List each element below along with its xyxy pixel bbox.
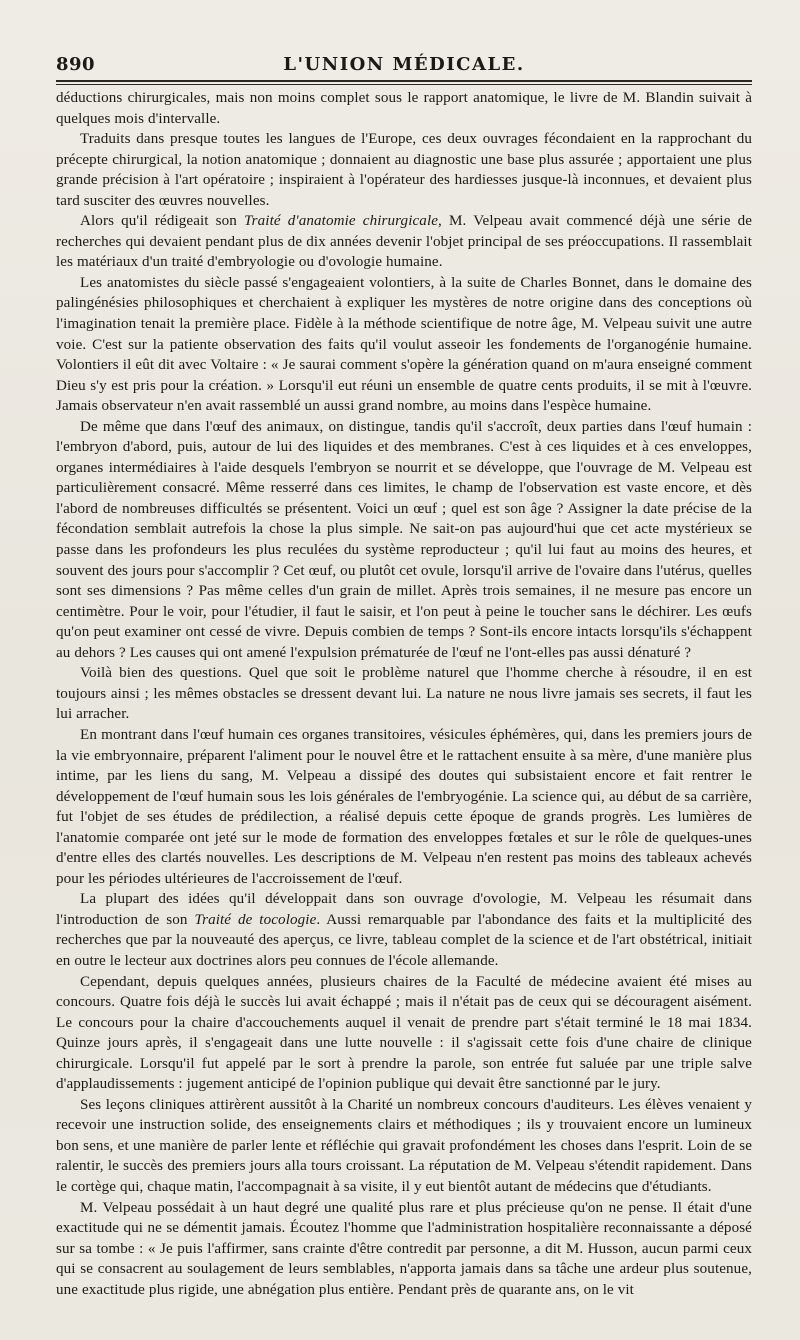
paragraph-1: déductions chirurgicales, mais non moins complet sous le rapport anatomique, le livre de M. Blandin suivait à quelques mois d'intervalle. [56, 90, 752, 127]
paragraph-2: Traduits dans presque toutes les langues de l'Europe, ces deux ouvrages fécondaient en la rapprochant du précepte chirurgical, la notion anatomique ; donnaient au diagnostic une base plus assurée ; apportaient une plus grande précision à l'art opératoire ; inspiraient à l'opérateur des hardiesses jusque-là inconnues, et devaient plus tard susciter des œuvres nouvelles. [56, 131, 752, 209]
paragraph-8-end: . Aussi remarquable par l'abondance des faits et la multiplicité des recherches que par la nouveauté des aperçus, ce livre, tableau complet de la science et de l'art obstétrical, initiait en outre le lecteur aux doctrines alors peu connues de l'école allemande. [56, 911, 752, 969]
paragraph-3 [56, 211, 752, 273]
paragraph-3-end: , M. Velpeau avait commencé déjà une série de recherches qui devaient pendant plus de dix années devenir l'objet principal de ses préoccupations. Il rassemblait les matériaux d'un traité d'embryologie ou d'ovologie humaine. [56, 213, 753, 271]
paragraph-3-start: Alors qu'il rédigeait son [80, 213, 245, 230]
book-title-anatomie: Traité d'anatomie chirurgicale [244, 213, 439, 230]
paragraph-9: Cependant, depuis quelques années, plusieurs chaires de la Faculté de médecine avaient été mises au concours. Quatre fois déjà le succès lui avait échappé ; mais il n'était pas de ceux qui se découragent aisément. Le concours pour la chaire d'accouchements auquel il venait de prendre part s'était terminé le 18 mai 1834. Quinze jours après, il s'engageait dans une lutte nouvelle : il s'agissait cette fois d'une chaire de clinique chirurgicale. Lorsqu'il fut appelé par le sort à prendre la parole, son entrée fut saluée par une triple salve d'applaudissements : jugement anticipé de l'opinion publique qui devait être sanctionné par le jury. [56, 973, 752, 1093]
paragraph-10: Ses leçons cliniques attirèrent aussitôt à la Charité un nombreux concours d'auditeurs. Les élèves venaient y recevoir une instruction solide, des enseignements clairs et méthodiques ; ils y trouvaient encore un lumineux bon sens, et une manière de parler lente et réfléchie qui gravait profondément les choses dans l'esprit. Loin de se ralentir, le succès des premiers jours alla tours croissant. La réputation de M. Velpeau s'étendit rapidement. Dans le cortège qui, chaque matin, l'accompagnait à sa visite, il y eut bientôt autant de médecins que d'étudiants. [56, 1096, 752, 1195]
paragraph-5: De même que dans l'œuf des animaux, on distingue, tandis qu'il s'accroît, deux parties dans l'œuf humain : l'embryon d'abord, puis, autour de lui des liquides et des membranes. C'est à ces liquides et à ces enveloppes, organes intermédiaires à l'aide desquels l'embryon se nourrit et se développe, que l'ouvrage de M. Velpeau est particulièrement consacré. Même resserré dans ces limites, le champ de l'observation est vaste encore, et dès l'abord de nombreuses difficultés se présentent. Voici un œuf ; quel est son âge ? Assigner la date précise de la fécondation semblait autrefois la chose la plus simple. Ne sait-on pas aujourd'hui que cet acte mystérieux se passe dans les profondeurs les plus reculées du système reproducteur ; qu'il lui faut au moins des heures, et souvent des jours pour s'accomplir ? Cet œuf, ou plutôt cet ovule, lorsqu'il arrive de l'ovaire dans l'utérus, quelles sont ses dimensions ? Pas même celles d'un grain de millet. Après trois semaines, il ne mesure pas encore un centimètre. Pour le voir, pour l'étudier, il faut le saisir, et l'on peut à peine le toucher sans le déchirer. Les œufs qu'on peut examiner ont cessé de vivre. Depuis combien de temps ? Sont-ils encore intacts lorsqu'ils s'échappent au dehors ? Les causes qui ont amené l'expulsion prématurée de l'œuf ne l'ont-elles pas aussi dénaturé ? [56, 418, 752, 661]
book-title-tocologie: Traité de tocologie [194, 911, 317, 928]
paragraph-11: M. Velpeau possédait à un haut degré une qualité plus rare et plus précieuse qu'on ne pense. Il était d'une exactitude qui ne se démentit jamais. Écoutez l'homme que l'administration hospitalière reconnaissante a déposé sur sa tombe : « Je puis l'affirmer, sans crainte d'être contredit par personne, a dit M. Husson, aucun parmi ceux qui se consacrent au soulagement de leurs semblables, n'apporta jamais dans sa tâche une ardeur plus soutenue, une exactitude plus rigide, une abnégation plus entière. Pendant près de quarante ans, on le vit [56, 1199, 752, 1298]
header-rule [56, 80, 752, 82]
paragraph-4: Les anatomistes du siècle passé s'engageaient volontiers, à la suite de Charles Bonnet, dans le domaine des palingénésies philosophiques et cherchaient à expliquer les mystères de notre origine dans des conceptions où l'imagination tenait la première place. Fidèle à la méthode scientifique de notre âge, M. Velpeau suivit une autre voie. C'est sur la patiente observation des faits qu'il voulut asseoir les fondements de l'organogénie humaine. Volontiers il eût dit avec Voltaire : « Je saurai comment s'opère la génération quand on m'aura enseigné comment Dieu s'y est pris pour la création. » Lorsqu'il eut réuni un ensemble de quatre cents produits, il se mit à l'œuvre. Jamais observateur n'en avait rassemblé un aussi grand nombre, au moins dans l'espèce humaine. [56, 274, 752, 415]
header-rule-thin [56, 84, 752, 85]
paragraph-7: En montrant dans l'œuf humain ces organes transitoires, vésicules éphémères, qui, dans les premiers jours de la vie embryonnaire, préparent l'aliment pour le nouvel être et le rattachent ensuite à sa mère, d'une manière plus intime, par les liens du sang, M. Velpeau a dissipé des doutes qui subsistaient encore et fait rentrer le développement de l'œuf humain sous les lois générales de l'embryogénie. La science qui, au début de sa carrière, fut l'objet de ses études de prédilection, a réalisé depuis cette époque de grands progrès. Les lumières de l'anatomie comparée ont jeté sur le mode de formation des enveloppes fœtales et sur le rôle de quelques-unes d'entre elles des clartés nouvelles. Les descriptions de M. Velpeau n'en restent pas moins des tableaux achevés pour les périodes ultérieures de l'accroissement de l'œuf. [56, 726, 752, 887]
paragraph-8-start: La plupart des idées qu'il développait dans son ouvrage d'ovologie, M. Velpeau les résumait dans l'introduction de son [56, 891, 752, 928]
page-number: 890 [56, 54, 96, 75]
body-text [56, 88, 752, 1300]
paragraph-8 [56, 889, 752, 971]
paragraph-6: Voilà bien des questions. Quel que soit le problème naturel que l'homme cherche à résoudre, il en est toujours ainsi ; les mêmes obstacles se dressent devant lui. La nature ne nous livre jamais ses secrets, il faut les lui arracher. [56, 665, 752, 723]
running-title: L'UNION MÉDICALE. [283, 54, 525, 75]
page-header [56, 48, 752, 80]
